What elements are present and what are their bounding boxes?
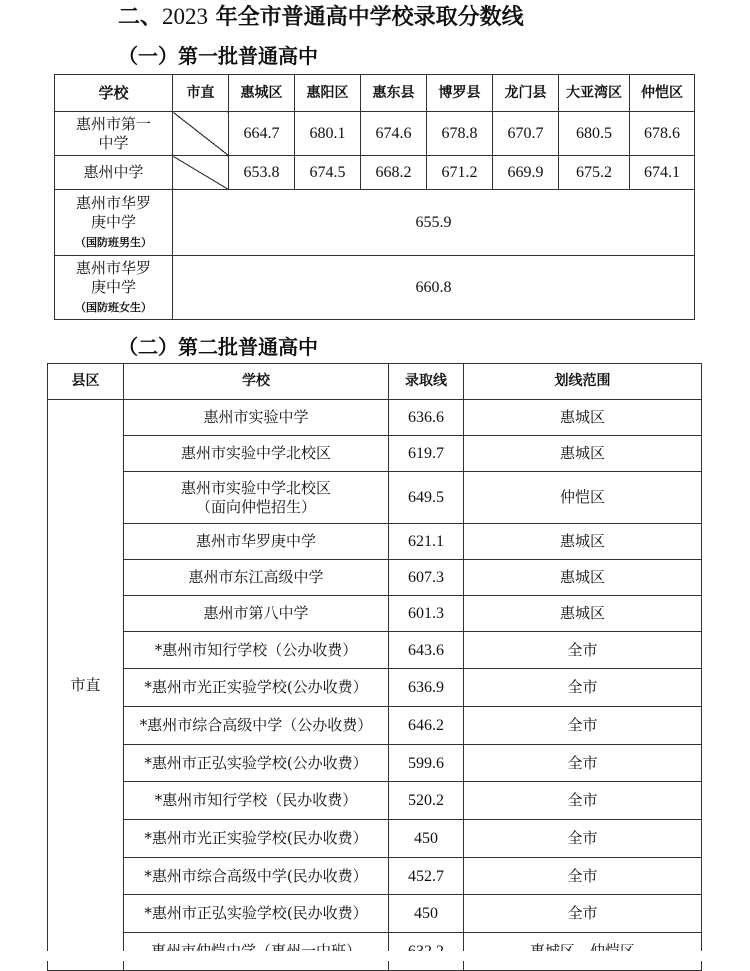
table-row [48,895,702,933]
score-cell: 643.6 [389,632,464,669]
school-name: 惠州中学 [55,156,173,190]
school-name: *惠州市正弘实验学校(民办收费） [124,895,389,933]
header-huicheng: 惠城区 [229,75,295,112]
school-name: *惠州市光正实验学校(公办收费） [124,669,389,707]
range-cell: 全市 [464,820,702,858]
header-score: 录取线 [389,364,464,400]
score-cell: 675.2 [559,156,630,190]
table-row [48,669,702,707]
school-name: 惠州市华罗 庚中学 （国防班女生） [55,256,173,320]
header-zhongkai: 仲恺区 [630,75,695,112]
score-cell: 678.6 [630,112,695,156]
score-cell: 636.6 [389,400,464,436]
score-cell: 520.2 [389,782,464,820]
table-row [55,112,695,156]
school-name: 惠州市实验中学 [124,400,389,436]
score-cell: 660.8 [173,256,695,320]
table-row [48,472,702,524]
school-name: 惠州市华罗庚中学 [124,524,389,560]
score-cell: 621.1 [389,524,464,560]
header-shizhi: 市直 [173,75,229,112]
score-cell: 649.5 [389,472,464,524]
school-name: 惠州市第一 中学 [55,112,173,156]
table-row [48,436,702,472]
school-name: *惠州市知行学校（公办收费） [124,632,389,669]
range-cell: 全市 [464,707,702,745]
range-cell: 全市 [464,669,702,707]
range-cell: 全市 [464,895,702,933]
score-cell: 674.6 [361,112,427,156]
range-cell: 惠城区 [464,436,702,472]
section1-title: （一）第一批普通高中 [118,44,318,68]
section2-title: （二）第二批普通高中 [118,335,318,359]
table-row [48,632,702,669]
county-cell: 市直 [48,400,124,971]
school-name: *惠州市综合高级中学(民办收费） [124,858,389,895]
table-row [48,858,702,895]
batch2-header-row [48,364,702,400]
table-row [48,782,702,820]
school-name: 惠州市华罗 庚中学 （国防班男生） [55,190,173,256]
score-cell: 674.5 [295,156,361,190]
table-row [55,190,695,256]
range-cell: 惠城区 [464,560,702,596]
score-cell: 671.2 [427,156,493,190]
score-cell: 670.7 [493,112,559,156]
score-cell: 619.7 [389,436,464,472]
header-longmen: 龙门县 [493,75,559,112]
header-range: 划线范围 [464,364,702,400]
school-name: *惠州市综合高级中学（公办收费） [124,707,389,745]
header-huidong: 惠东县 [361,75,427,112]
header-school: 学校 [55,75,173,112]
batch1-header-row [55,75,695,112]
batch2-table [47,363,702,971]
header-school: 学校 [124,364,389,400]
table-row [48,596,702,632]
school-name: *惠州市知行学校（民办收费） [124,782,389,820]
range-cell: 全市 [464,782,702,820]
table-row [48,400,702,436]
score-cell: 599.6 [389,745,464,782]
score-cell: 450 [389,895,464,933]
score-cell: 607.3 [389,560,464,596]
header-county: 县区 [48,364,124,400]
range-cell: 仲恺区 [464,472,702,524]
score-cell: 655.9 [173,190,695,256]
table-row [48,820,702,858]
page-cutoff [0,951,750,961]
school-name: 惠州市实验中学北校区 （面向仲恺招生） [124,472,389,524]
score-cell: 674.1 [630,156,695,190]
batch1-table [54,74,695,320]
score-cell: 653.8 [229,156,295,190]
header-huiyang: 惠阳区 [295,75,361,112]
range-cell: 全市 [464,745,702,782]
header-boluo: 博罗县 [427,75,493,112]
table-row [55,156,695,190]
score-cell: 646.2 [389,707,464,745]
score-cell: 669.9 [493,156,559,190]
score-cell: 636.9 [389,669,464,707]
school-name: *惠州市正弘实验学校(公办收费） [124,745,389,782]
table-row [48,560,702,596]
score-cell: 452.7 [389,858,464,895]
score-cell: 601.3 [389,596,464,632]
score-cell: 680.5 [559,112,630,156]
header-dayawan: 大亚湾区 [559,75,630,112]
score-cell: 664.7 [229,112,295,156]
diagonal-cell [173,156,229,190]
range-cell: 惠城区 [464,524,702,560]
school-name: *惠州市光正实验学校(民办收费） [124,820,389,858]
range-cell: 全市 [464,858,702,895]
school-name: 惠州市实验中学北校区 [124,436,389,472]
table-row [55,256,695,320]
diagonal-cell [173,112,229,156]
school-name: 惠州市东江高级中学 [124,560,389,596]
table-row [48,707,702,745]
score-cell: 680.1 [295,112,361,156]
page-title: 二、2023 年全市普通高中学校录取分数线 [118,4,524,30]
range-cell: 全市 [464,632,702,669]
school-name: 惠州市第八中学 [124,596,389,632]
score-cell: 678.8 [427,112,493,156]
score-cell: 668.2 [361,156,427,190]
table-row [48,745,702,782]
score-cell: 450 [389,820,464,858]
range-cell: 惠城区 [464,400,702,436]
range-cell: 惠城区 [464,596,702,632]
table-row [48,524,702,560]
